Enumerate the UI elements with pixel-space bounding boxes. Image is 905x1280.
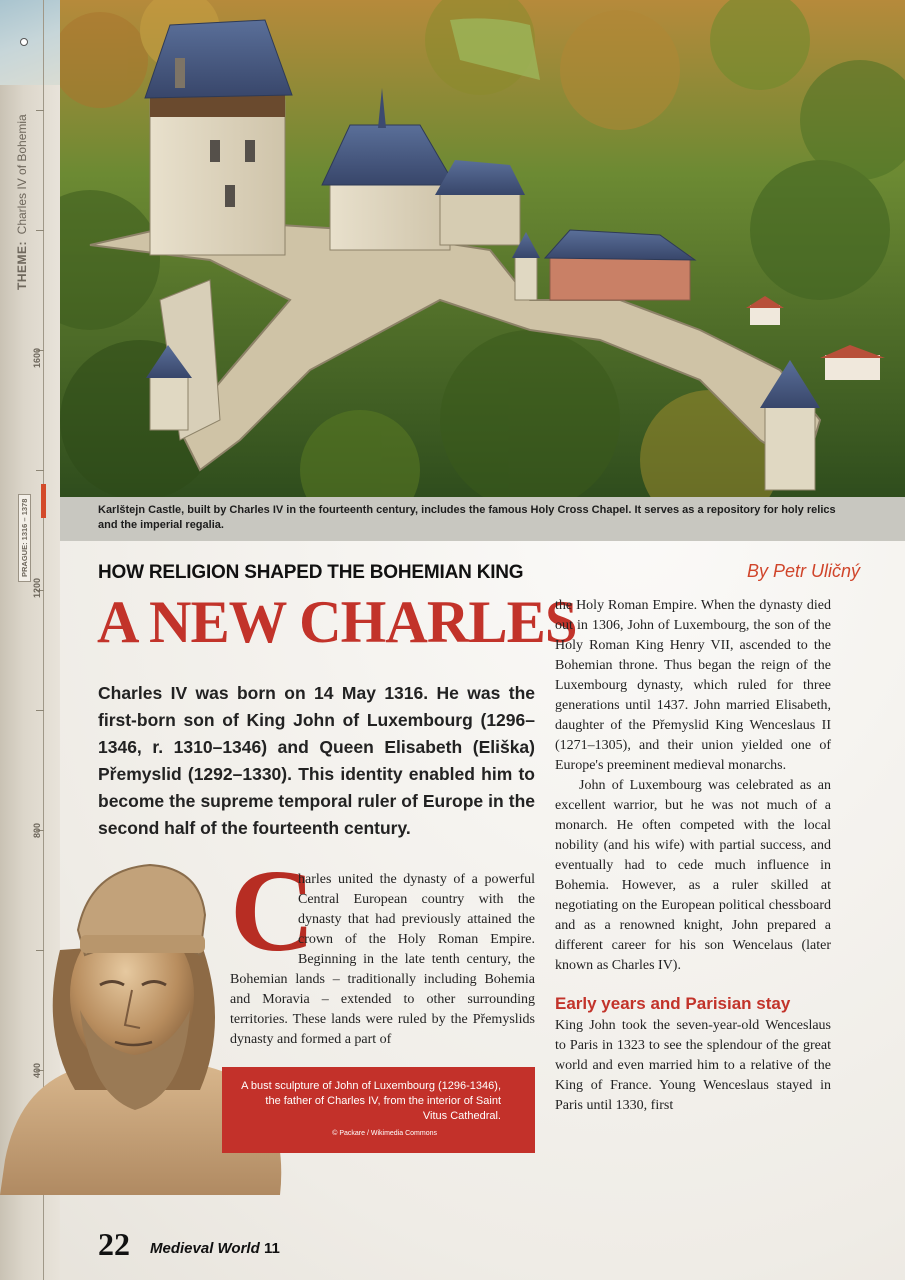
drop-cap-container bbox=[230, 845, 316, 976]
timeline-tick bbox=[36, 110, 44, 111]
timeline-year: 400 bbox=[32, 1062, 42, 1078]
issue-number: 11 bbox=[264, 1240, 280, 1257]
body-paragraph: King John took the seven-year-old Wenceslaus to Paris in 1323 to see the splendour of the great world and even married him to a relative of the King of France. Young Wenceslaus stayed in Paris until 1330, first bbox=[555, 1018, 831, 1113]
article-byline: By Petr Uličný bbox=[746, 561, 860, 581]
article-title: A NEW CHARLES bbox=[97, 589, 577, 655]
article-column-right bbox=[555, 596, 831, 1116]
timeline-period-marker bbox=[41, 484, 46, 518]
timeline-tick bbox=[36, 710, 44, 711]
section-subheading: Early years and Parisian stay bbox=[555, 994, 791, 1013]
body-paragraph: the Holy Roman Empire. When the dynasty died out in 1306, John of Luxembourg, the son of the Holy Roman King Henry VII, ascended to the Bohemian throne. Thus began the reign of the Luxembourg dynasty, which ruled for three generations until 1437. John married Elisabeth, daughter of the Přemyslid King Wenceslaus II (1271–1305), and their union yielded one of Europe's preeminent medieval monarchs. bbox=[555, 598, 831, 773]
timeline-tick bbox=[36, 470, 44, 471]
article-lead: Charles IV was born on 14 May 1316. He was the first-born son of King John of Luxembourg (1296–1346, r. 1310–1346) and Queen Elisabeth (Eliška) Přemyslid (1292–1330). This identity enabled him to become the supreme temporal ruler of Europe in the second half of the fourteenth century. bbox=[98, 683, 535, 838]
page-number: 22 bbox=[98, 1226, 130, 1262]
timeline-year: 1200 bbox=[32, 577, 42, 598]
article-kicker: HOW RELIGION SHAPED THE BOHEMIAN KING bbox=[98, 562, 524, 583]
article-column-left bbox=[230, 845, 535, 1050]
hero-photo-karlstejn-castle bbox=[60, 0, 905, 497]
hero-caption: Karlštejn Castle, built by Charles IV in the fourteenth century, includes the famous Holy Cross Chapel. It serves as a repository for holy relics and the imperial regalia. bbox=[98, 504, 836, 531]
image-credit: © Packare / Wikimedia Commons bbox=[332, 1130, 437, 1137]
drop-cap: C bbox=[230, 845, 316, 976]
sidebar-map-thumbnail bbox=[0, 0, 60, 85]
body-paragraph: John of Luxembourg was celebrated as an excellent warrior, but he was not much of a monarch. He often competed with the local nobility (and his wife) with partial success, and eventually had to cede much influence in Bohemia. However, as a ruler skilled at negotiating on the European political chessboard and as a renowned knight, John prepared a different career for his son Wencelaus (later known as Charles IV). bbox=[555, 778, 831, 973]
timeline-year: 800 bbox=[32, 822, 42, 838]
bust-caption: A bust sculpture of John of Luxembourg (1296-1346), the father of Charles IV, from the interior of Saint Vitus Cathedral. bbox=[241, 1080, 501, 1122]
timeline-year: 1600 bbox=[32, 347, 42, 368]
magazine-name: Medieval World bbox=[150, 1240, 260, 1257]
timeline-range-label: PRAGUE: 1316 – 1378 bbox=[18, 494, 31, 582]
location-dot-icon bbox=[20, 38, 28, 46]
timeline-tick bbox=[36, 230, 44, 231]
body-paragraph: harles united the dynasty of a powerful Central European country with the dynasty that had previously attained the crown of the Holy Roman Empire. Beginning in the late tenth century, the Bohemian lands – traditionally including Bohemia and Moravia – extended to other surrounding territories. These lands were ruled by the Přemyslids dynasty and formed a part of bbox=[230, 872, 535, 1047]
theme-label: THEME: Charles IV of Bohemia bbox=[15, 114, 29, 290]
bust-caption-box bbox=[222, 1067, 535, 1153]
